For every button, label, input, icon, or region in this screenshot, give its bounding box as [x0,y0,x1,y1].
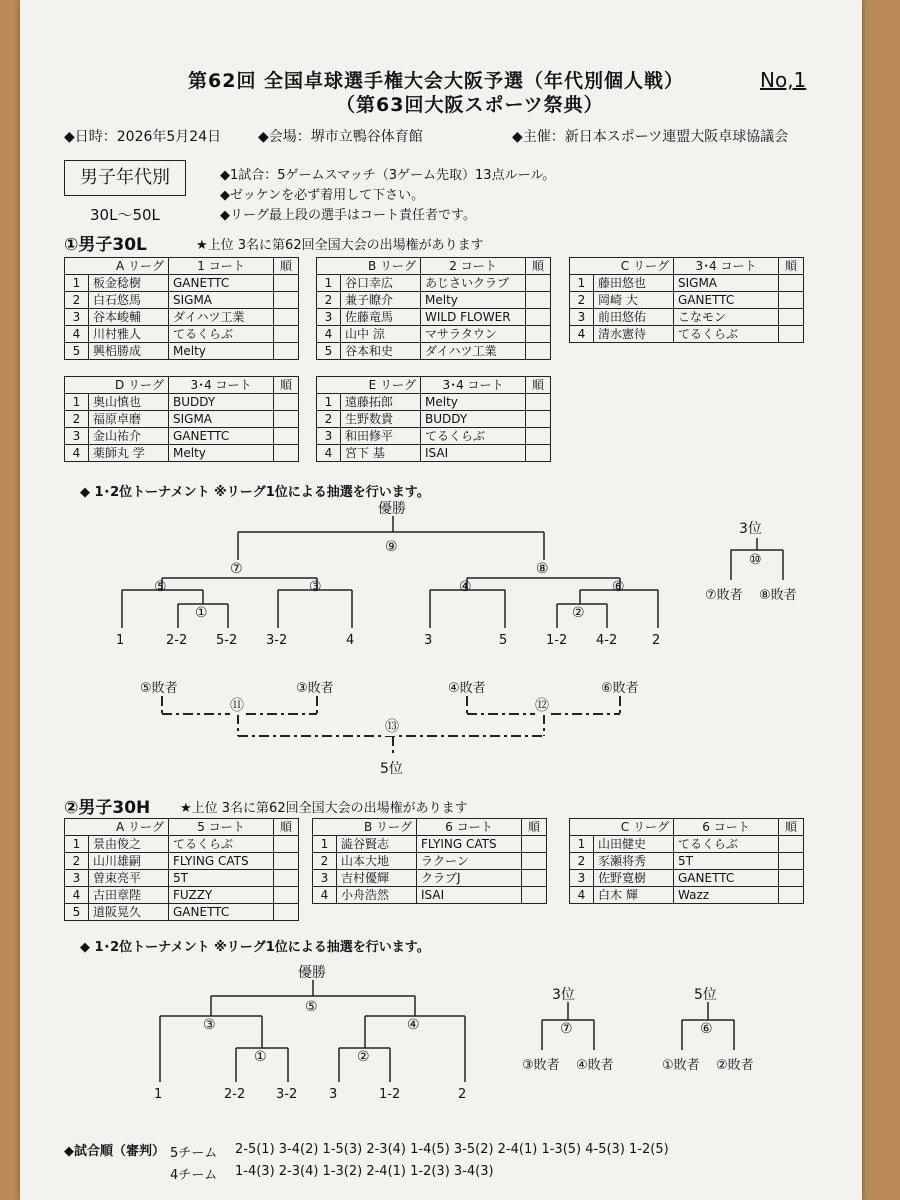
s1-match-10: ⑩ [749,552,762,568]
player-name: 岡崎 大 [594,292,674,309]
player-number: 2 [570,292,594,309]
player-club: てるくらぶ [674,836,779,853]
player-number: 1 [317,275,341,292]
player-club: FLYING CATS [417,836,522,853]
rank-header: 順 [526,377,551,394]
player-number: 3 [313,870,337,887]
player-club: WILD FLOWER [421,309,526,326]
player-club: GANETTC [674,870,779,887]
s2-seed: 1-2 [379,1087,401,1102]
player-name: 金山祐介 [89,428,169,445]
s1-third-left: ⑦敗者 [705,588,743,603]
player-number: 1 [65,394,89,411]
section1-heading: ①男子30L [64,235,147,255]
event-date: ◆日時：2026年5月24日 [64,129,222,145]
s2-champion-label: 優勝 [298,965,326,981]
player-club: BUDDY [421,411,526,428]
match-order-label: ◆試合順（審判） [64,1144,165,1159]
section2-note: ★上位 3名に第62回全国大会の出場権があります [180,801,468,816]
player-number: 1 [570,836,594,853]
s1-seed: 3-2 [266,633,288,648]
player-club: 5T [674,853,779,870]
paper-sheet [20,0,862,1200]
league-court: 3･4 コート [169,377,274,394]
league-name: D リーグ [65,377,169,394]
section2-bracket [20,0,862,1200]
league-court: 3･4 コート [674,258,779,275]
rank-header: 順 [522,819,547,836]
player-number: 2 [570,853,594,870]
player-name: 薬師丸 学 [89,445,169,462]
player-name: 兼子瞭介 [341,292,421,309]
section1-tournament-heading: ◆ 1･2位トーナメント ※リーグ1位による抽選を行います。 [80,485,430,500]
player-club: BUDDY [169,394,274,411]
s2-fifth-right: ②敗者 [716,1058,754,1073]
league-name: E リーグ [317,377,421,394]
player-name: 曽束亮平 [89,870,169,887]
s2-third-right: ④敗者 [576,1058,614,1073]
player-number: 3 [570,870,594,887]
player-number: 5 [317,343,341,360]
s2-match-7: ⑦ [560,1021,573,1037]
player-number: 1 [317,394,341,411]
match-order-four: 1-4(3) 2-3(4) 1-3(2) 2-4(1) 1-2(3) 3-4(3) [235,1164,494,1179]
player-name: 山本大地 [337,853,417,870]
player-club: てるくらぶ [169,836,274,853]
section2-heading: ②男子30H [64,798,151,818]
player-number: 1 [313,836,337,853]
s1-match-2: ② [572,605,585,621]
player-name: 古田章陛 [89,887,169,904]
player-number: 4 [313,887,337,904]
player-club: てるくらぶ [674,326,779,343]
player-number: 2 [65,292,89,309]
s1-fifth-place-label: 5位 [380,761,403,777]
s1-consolation-3: ④敗者 [448,681,486,696]
player-club: こなモン [674,309,779,326]
league-court: 1 コート [169,258,274,275]
player-club: マサラタウン [421,326,526,343]
s2-seed: 3 [329,1087,338,1102]
s2-seed: 2-2 [224,1087,246,1102]
player-name: 板金稔樹 [89,275,169,292]
player-club: SIGMA [169,411,274,428]
league-court: 6 コート [674,819,779,836]
player-club: GANETTC [674,292,779,309]
league-name: C リーグ [570,819,674,836]
player-club: Wazz [674,887,779,904]
player-name: 遠藤拓郎 [341,394,421,411]
s1-match-5: ⑤ [154,579,167,595]
s2-seed: 2 [458,1087,467,1102]
player-club: あじさいクラブ [421,275,526,292]
player-number: 1 [65,275,89,292]
s1-seed: 4 [346,633,355,648]
rank-header: 順 [526,258,551,275]
s1-third-right: ⑧敗者 [759,588,797,603]
s1-seed: 1-2 [546,633,568,648]
section1-note: ★上位 3名に第62回全国大会の出場権があります [196,238,484,253]
s1-match-4: ④ [459,579,472,595]
league-name: A リーグ [65,819,169,836]
rank-header: 順 [274,819,299,836]
league-court: 5 コート [169,819,274,836]
player-name: 川村雅人 [89,326,169,343]
player-club: ダイハツ工業 [169,309,274,326]
rank-header: 順 [274,377,299,394]
player-number: 5 [65,904,89,921]
player-name: 佐藤竜馬 [341,309,421,326]
player-club: ラクーン [417,853,522,870]
player-name: 奥山慎也 [89,394,169,411]
player-name: 白木 輝 [594,887,674,904]
match-order-four-label: 4チーム [170,1168,218,1183]
s1-third-place-label: 3位 [739,521,762,537]
player-number: 2 [317,411,341,428]
player-number: 3 [65,309,89,326]
rank-header: 順 [779,819,804,836]
s1-match-12: ⑫ [535,695,549,715]
player-number: 4 [65,887,89,904]
s1-match-6: ⑥ [612,579,625,595]
player-club: Melty [421,292,526,309]
s1-seed: 5-2 [216,633,238,648]
s1-seed: 4-2 [596,633,618,648]
player-name: 小舟浩然 [337,887,417,904]
rank-header: 順 [779,258,804,275]
player-number: 2 [65,411,89,428]
player-name: 佐野寛樹 [594,870,674,887]
rule-note-3: ◆リーグ最上段の選手はコート責任者です。 [220,208,476,223]
player-name: 生野数貴 [341,411,421,428]
s2-fifth-place-label: 5位 [694,987,717,1003]
s1-consolation-4: ⑥敗者 [601,681,639,696]
s2-seed: 1 [154,1087,163,1102]
player-name: 和田修平 [341,428,421,445]
s2-seed: 3-2 [276,1087,298,1102]
player-name: 白石悠馬 [89,292,169,309]
s2-match-2: ② [357,1049,370,1065]
player-club: FUZZY [169,887,274,904]
s1-seed: 5 [499,633,508,648]
player-name: 山川雄嗣 [89,853,169,870]
event-organizer: ◆主催：新日本スポーツ連盟大阪卓球協議会 [512,129,789,145]
category-box: 男子年代別 [64,160,186,196]
player-name: 山田健史 [594,836,674,853]
page-title: 第62回 全国卓球選手権大会大阪予選（年代別個人戦） [188,70,685,92]
player-name: 景由俊之 [89,836,169,853]
player-club: Melty [169,343,274,360]
player-club: Melty [421,394,526,411]
event-venue: ◆会場：堺市立鴨谷体育館 [258,129,423,145]
league-name: C リーグ [570,258,674,275]
player-club: ISAI [421,445,526,462]
player-club: 5T [169,870,274,887]
league-court: 6 コート [417,819,522,836]
player-number: 3 [65,870,89,887]
league-court: 2 コート [421,258,526,275]
player-number: 3 [317,309,341,326]
player-name: 興梠勝成 [89,343,169,360]
player-club: GANETTC [169,904,274,921]
player-name: 吉村優輝 [337,870,417,887]
player-name: 前田悠佑 [594,309,674,326]
player-club: Melty [169,445,274,462]
s2-match-6: ⑥ [700,1021,713,1037]
player-name: 宮下 基 [341,445,421,462]
player-name: 谷本峻輔 [89,309,169,326]
player-number: 4 [570,887,594,904]
s2-third-place-label: 3位 [552,987,575,1003]
player-club: ISAI [417,887,522,904]
s1-match-7: ⑦ [230,561,243,577]
player-club: SIGMA [674,275,779,292]
s1-seed: 2-2 [166,633,188,648]
player-number: 2 [65,853,89,870]
player-number: 4 [317,326,341,343]
player-number: 2 [317,292,341,309]
s1-match-11: ⑪ [230,695,244,715]
player-club: てるくらぶ [169,326,274,343]
player-name: 福原卓磨 [89,411,169,428]
page-subtitle: （第63回大阪スポーツ祭典） [336,94,604,116]
s1-seed: 1 [116,633,125,648]
player-club: ダイハツ工業 [421,343,526,360]
player-number: 3 [570,309,594,326]
s2-match-3: ③ [203,1017,216,1033]
player-club: SIGMA [169,292,274,309]
league-name: B リーグ [313,819,417,836]
match-order-five-label: 5チーム [170,1146,218,1161]
player-number: 4 [65,326,89,343]
document-number: No,1 [760,68,807,92]
s2-match-5: ⑤ [305,999,318,1015]
rank-header: 順 [274,258,299,275]
player-club: FLYING CATS [169,853,274,870]
s1-match-1: ① [195,605,208,621]
player-number: 2 [313,853,337,870]
player-name: 道阪晃久 [89,904,169,921]
rule-note-1: ◆1試合：5ゲームスマッチ（3ゲーム先取）13点ルール。 [220,168,556,183]
s1-match-8: ⑧ [536,561,549,577]
rule-note-2: ◆ゼッケンを必ず着用して下さい。 [220,188,425,203]
player-name: 谷口幸広 [341,275,421,292]
player-number: 3 [317,428,341,445]
s1-consolation-1: ⑤敗者 [140,681,178,696]
section2-tournament-heading: ◆ 1･2位トーナメント ※リーグ1位による抽選を行います。 [80,940,430,955]
s1-consolation-2: ③敗者 [296,681,334,696]
s2-third-left: ③敗者 [522,1058,560,1073]
player-number: 3 [65,428,89,445]
s2-match-1: ① [254,1049,267,1065]
player-name: 藤田悠也 [594,275,674,292]
player-number: 4 [570,326,594,343]
s2-match-4: ④ [407,1017,420,1033]
match-order-five: 2-5(1) 3-4(2) 1-5(3) 2-3(4) 1-4(5) 3-5(2) 2-4(1) 1-3(5) 4-5(3) 1-2(5) [235,1142,669,1157]
s1-champion-label: 優勝 [378,501,406,517]
league-court: 3･4 コート [421,377,526,394]
player-name: 谷本和史 [341,343,421,360]
league-name: A リーグ [65,258,169,275]
s1-seed: 3 [424,633,433,648]
league-name: B リーグ [317,258,421,275]
player-club: てるくらぶ [421,428,526,445]
s1-match-13: ⑬ [385,716,399,736]
player-number: 1 [570,275,594,292]
player-name: 澁谷賢志 [337,836,417,853]
player-number: 4 [317,445,341,462]
s1-seed: 2 [652,633,661,648]
s1-match-9: ⑨ [385,539,398,555]
s2-fifth-left: ①敗者 [662,1058,700,1073]
player-name: 豕瀬将秀 [594,853,674,870]
player-name: 山中 涼 [341,326,421,343]
player-name: 清水憲待 [594,326,674,343]
player-club: GANETTC [169,428,274,445]
s1-match-3: ③ [309,579,322,595]
player-number: 4 [65,445,89,462]
player-club: GANETTC [169,275,274,292]
category-range: 30L～50L [90,206,160,224]
player-number: 1 [65,836,89,853]
player-club: クラブJ [417,870,522,887]
player-number: 5 [65,343,89,360]
